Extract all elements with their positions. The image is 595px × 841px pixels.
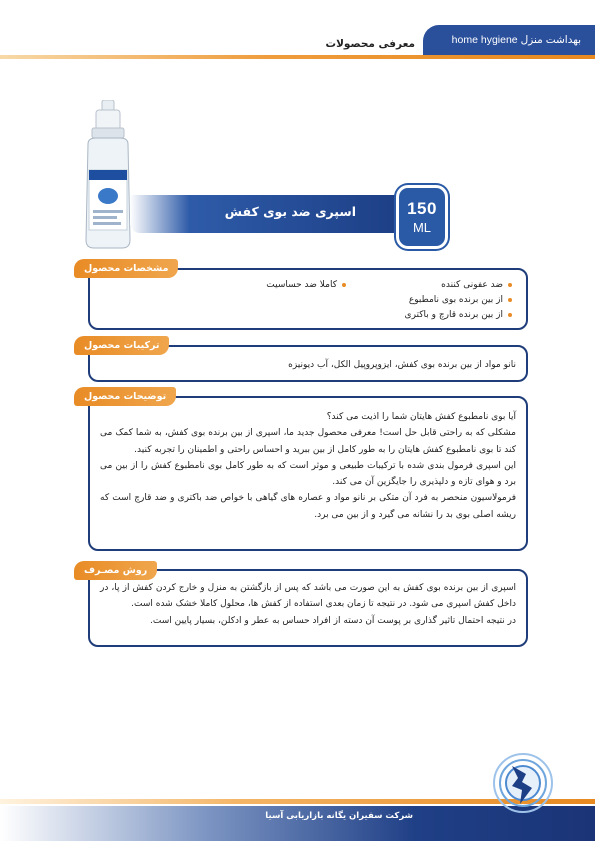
product-title-band (130, 195, 400, 233)
spec-item: از بین برنده بوی نامطبوع (409, 295, 512, 305)
bullet-icon (508, 313, 512, 317)
header-brand: home hygiene بهداشت منزل (451, 34, 581, 46)
volume-unit: ML (412, 220, 432, 235)
specs-label: مشخصات محصول (74, 259, 178, 278)
header-section-title: معرفی محصولات (325, 38, 415, 50)
company-logo-icon (492, 752, 554, 814)
spec-item: کاملا ضد حساسیت (266, 280, 346, 290)
header-divider (0, 55, 595, 59)
ingredients-text: نانو مواد از بین برنده بوی کفش، ایزوپروپیل الکل، آب دیونیزه (288, 360, 516, 370)
bullet-icon (508, 298, 512, 302)
spec-item: ضد عفونی کننده (441, 280, 512, 290)
volume-badge (396, 185, 448, 249)
footer-company: شرکت سفیران یگانه بازاریابی آسیا (265, 811, 413, 821)
usage-box (88, 569, 528, 647)
description-line: مشکلی که به راحتی قابل حل است! معرفی محصول جدید ما، اسپری از بین برنده بوی کفش، به شما کمک می کند تا بوی نامطبوع کفش هایتان را به طور کامل از بین ببرید و احساس راحتی و اطمینان را تجربه کنید. (100, 428, 516, 455)
usage-label: روش مصـرف (74, 561, 157, 580)
ingredients-label: ترکیبات محصول (74, 336, 169, 355)
bullet-icon (342, 283, 346, 287)
usage-text (100, 580, 516, 629)
description-line: آیا بوی نامطبوع کفش هایتان شما را اذیت می کند؟ (326, 412, 516, 422)
description-box (88, 396, 528, 551)
header-brand-tab (423, 25, 595, 55)
description-text (100, 409, 516, 523)
description-line: این اسپری فرمول بندی شده با ترکیبات طبیعی و موثر است که به طور کامل بوی نامطبوع کفش را از بین می برد و هوای تازه و دلپذیری را جایگزین آن می کند. (100, 460, 516, 488)
usage-line: اسپری از بین برنده بوی کفش به این صورت می باشد که پس از بازگشتن به منزل و خارج کردن کفش از پا، در داخل کفش اسپری می شود. در نتیجه تا زمان بعدی استفاده از کفش ها، محلول کاملا خشک شده است. (100, 583, 516, 610)
description-line: فرمولاسیون منحصر به فرد آن متکی بر نانو مواد و عصاره های گیاهی با خواص ضد باکتری و ضد قارچ است که ریشه اصلی بوی بد را نشانه می گیرد و از بین می برد. (100, 493, 516, 520)
usage-line: در نتیجه احتمال تاثیر گذاری بر پوست آن دسته از افراد حساس به عطر و ادکلن، بسیار پایین است. (150, 615, 516, 626)
volume-number: 150 (407, 199, 437, 218)
description-label: توضیحات محصول (74, 387, 176, 406)
product-title: اسپری ضد بوی کفش (224, 204, 356, 219)
spec-item: از بین برنده قارچ و باکتری (405, 310, 512, 320)
bullet-icon (508, 283, 512, 287)
